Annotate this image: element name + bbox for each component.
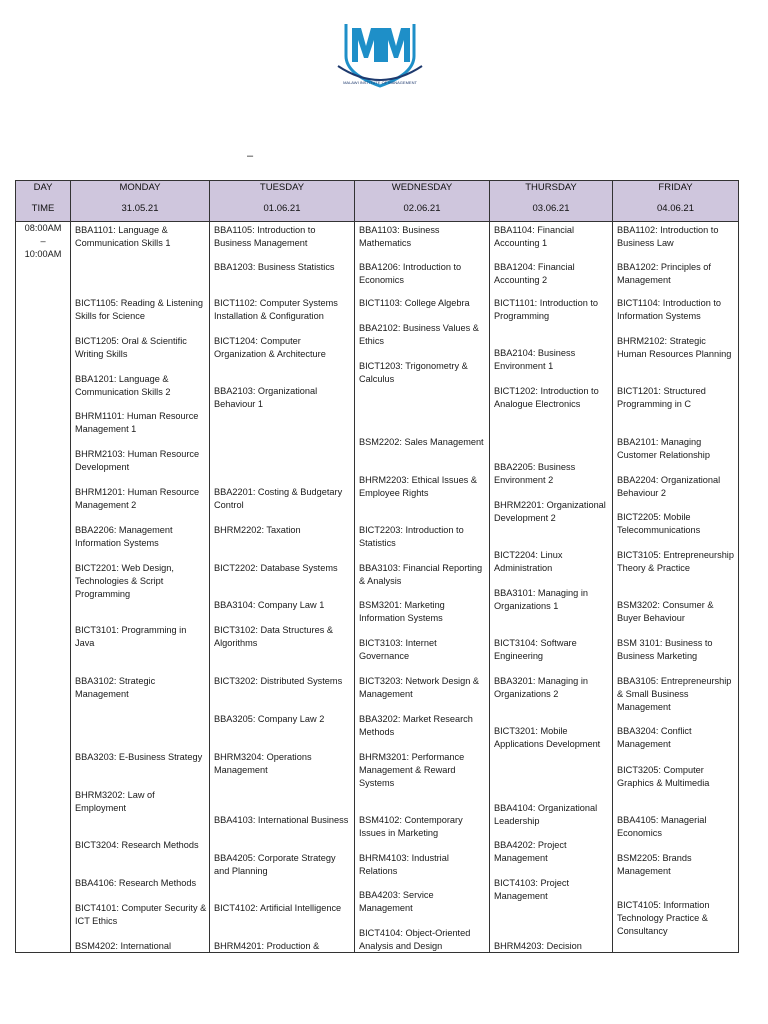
course-entry-bba4103: BBA4103: International Business	[214, 815, 349, 825]
course-entry-bict1205: BICT1205: Oral & Scientific Writing Skills	[75, 336, 187, 359]
course-entry-bba3103: BBA3103: Financial Reporting & Analysis	[359, 563, 483, 586]
course-entry-bict3101: BICT3101: Programming in Java	[75, 625, 187, 648]
course-entry-bhrm2202: BHRM2202: Taxation	[214, 525, 301, 535]
course-entry-bict3102: BICT3102: Data Structures & Algorithms	[214, 625, 333, 648]
course-entry-bba4205: BBA4205: Corporate Strategy and Planning	[214, 853, 336, 876]
course-entry-bhrm2102: BHRM2102: Strategic Human Resources Planning	[617, 336, 732, 359]
course-entry-bba1203: BBA1203: Business Statistics	[214, 262, 335, 272]
course-entry-bict3204: BICT3204: Research Methods	[75, 840, 199, 850]
tuesday-column	[210, 222, 354, 952]
course-entry-bhrm2103: BHRM2103: Human Resource Development	[75, 449, 200, 472]
course-entry-bba2201: BBA2201: Costing & Budgetary Control	[214, 487, 343, 510]
course-entry-bba3102: BBA3102: Strategic Management	[75, 676, 156, 699]
course-entry-bba3104: BBA3104: Company Law 1	[214, 600, 325, 610]
course-entry-bba4106: BBA4106: Research Methods	[75, 878, 197, 888]
course-entry-bba2104: BBA2104: Business Environment 1	[494, 348, 576, 371]
course-entry-bict4104: BICT4104: Object-Oriented Analysis and Design	[359, 928, 471, 951]
course-entry-bict1103: BICT1103: College Algebra	[359, 298, 470, 308]
course-entry-bba1204: BBA1204: Financial Accounting 2	[494, 262, 575, 285]
course-entry-bba1101: BBA1101: Language & Communication Skills 1	[75, 225, 171, 248]
course-entry-bhrm4203: BHRM4203: Decision	[494, 941, 582, 951]
course-entry-bict4101: BICT4101: Computer Security & ICT Ethics	[75, 903, 207, 926]
header-day-time	[16, 181, 71, 222]
course-entry-bict4105: BICT4105: Information Technology Practice & Consultancy	[617, 900, 710, 936]
course-entry-bba2103: BBA2103: Organizational Behaviour 1	[214, 386, 318, 409]
time-sep: –	[40, 235, 46, 246]
course-entry-bba3205: BBA3205: Company Law 2	[214, 714, 325, 724]
course-entry-bict3201: BICT3201: Mobile Applications Development	[494, 726, 601, 749]
course-entry-bict1101: BICT1101: Introduction to Programming	[494, 298, 599, 321]
wednesday-column	[355, 222, 489, 952]
logo-caption: MALAWI INSTITUTE OF MANAGEMENT	[343, 80, 417, 85]
course-entry-bict2205: BICT2205: Mobile Telecommunications	[617, 512, 701, 535]
time-label: TIME	[31, 203, 55, 214]
course-entry-bba2206: BBA2206: Management Information Systems	[75, 525, 173, 548]
course-entry-bba3201: BBA3201: Managing in Organizations 2	[494, 676, 588, 699]
course-entry-bba2204: BBA2204: Organizational Behaviour 2	[617, 475, 721, 498]
course-entry-bba1103: BBA1103: Business Mathematics	[359, 225, 440, 248]
course-entry-bsm3201: BSM3201: Marketing Information Systems	[359, 600, 445, 623]
course-entry-bict2204: BICT2204: Linux Administration	[494, 550, 563, 573]
course-entry-bsm3202: BSM3202: Consumer & Buyer Behaviour	[617, 600, 714, 623]
header-wednesday: WEDNESDAY 02.06.21	[355, 181, 490, 222]
course-entry-bba1201: BBA1201: Language & Communication Skills 2	[75, 374, 171, 397]
course-entry-bsm2205: BSM2205: Brands Management	[617, 853, 692, 876]
course-entry-bba3202: BBA3202: Market Research Methods	[359, 714, 473, 737]
monday-column	[71, 222, 209, 952]
course-entry-bsm4202: BSM4202: International	[75, 941, 172, 951]
time-end: 10:00AM	[24, 248, 62, 259]
course-entry-bba2102: BBA2102: Business Values & Ethics	[359, 323, 479, 346]
stray-dash: –	[247, 150, 254, 162]
friday-column	[613, 222, 738, 952]
course-entry-bba4203: BBA4203: Service Management	[359, 890, 434, 913]
course-entry-bba1104: BBA1104: Financial Accounting 1	[494, 225, 575, 248]
course-entry-bhrm3202: BHRM3202: Law of Employment	[75, 790, 155, 813]
course-entry-bba1206: BBA1206: Introduction to Economics	[359, 262, 462, 285]
course-entry-bba1105: BBA1105: Introduction to Business Management	[214, 225, 316, 248]
course-entry-bba4202: BBA4202: Project Management	[494, 840, 567, 863]
course-entry-bhrm1101: BHRM1101: Human Resource Management 1	[75, 411, 199, 434]
course-entry-bhrm2201: BHRM2201: Organizational Development 2	[494, 500, 606, 523]
course-entry-bba4105: BBA4105: Managerial Economics	[617, 815, 707, 838]
course-entry-bict1104: BICT1104: Introduction to Information Systems	[617, 298, 722, 321]
course-entry-bict3104: BICT3104: Software Engineering	[494, 638, 577, 661]
course-entry-bict3105: BICT3105: Entrepreneurship Theory & Practice	[617, 550, 734, 573]
thursday-column	[490, 222, 612, 952]
course-entry-bhrm3204: BHRM3204: Operations Management	[214, 752, 312, 775]
course-entry-bhrm3201: BHRM3201: Performance Management & Reward Systems	[359, 752, 465, 788]
header-thursday: THURSDAY 03.06.21	[490, 181, 613, 222]
course-entry-bict2203: BICT2203: Introduction to Statistics	[359, 525, 464, 548]
course-entry-bba3101: BBA3101: Managing in Organizations 1	[494, 588, 588, 611]
time-start: 08:00AM	[24, 223, 62, 233]
course-entry-bsm-3101: BSM 3101: Business to Business Marketing	[617, 638, 713, 661]
course-entry-bict1105: BICT1105: Reading & Listening Skills for Science	[75, 298, 204, 321]
course-entry-bict1202: BICT1202: Introduction to Analogue Electronics	[494, 386, 599, 409]
course-entry-bba4104: BBA4104: Organizational Leadership	[494, 803, 598, 826]
course-entry-bict4102: BICT4102: Artificial Intelligence	[214, 903, 342, 913]
course-entry-bict1204: BICT1204: Computer Organization & Architecture	[214, 336, 326, 359]
course-entry-bict3202: BICT3202: Distributed Systems	[214, 676, 343, 686]
course-entry-bhrm4103: BHRM4103: Industrial Relations	[359, 853, 449, 876]
timetable-header	[15, 180, 739, 222]
course-entry-bsm2202: BSM2202: Sales Management	[359, 437, 484, 447]
course-entry-bict1203: BICT1203: Trigonometry & Calculus	[359, 361, 468, 384]
course-entry-bict3203: BICT3203: Network Design & Management	[359, 676, 479, 699]
day-label: DAY	[33, 182, 53, 193]
header-tuesday: TUESDAY 01.06.21	[210, 181, 355, 222]
course-entry-bict1102: BICT1102: Computer Systems Installation & Configuration	[214, 298, 338, 321]
time-slot	[16, 222, 70, 260]
course-entry-bba3203: BBA3203: E-Business Strategy	[75, 752, 203, 762]
course-entry-bict3205: BICT3205: Computer Graphics & Multimedia	[617, 765, 710, 788]
course-entry-bhrm1201: BHRM1201: Human Resource Management 2	[75, 487, 200, 510]
course-entry-bict2202: BICT2202: Database Systems	[214, 563, 338, 573]
course-entry-bhrm4201: BHRM4201: Production &	[214, 941, 320, 951]
institute-logo	[334, 16, 426, 90]
course-entry-bba3105: BBA3105: Entrepreneurship & Small Business Management	[617, 676, 732, 712]
course-entry-bict2201: BICT2201: Web Design, Technologies & Script Programming	[75, 563, 174, 599]
header-friday: FRIDAY 04.06.21	[613, 181, 739, 222]
course-entry-bsm4102: BSM4102: Contemporary Issues in Marketing	[359, 815, 463, 838]
course-entry-bhrm2203: BHRM2203: Ethical Issues & Employee Rights	[359, 475, 477, 498]
course-entry-bict1201: BICT1201: Structured Programming in C	[617, 386, 706, 409]
course-entry-bba1202: BBA1202: Principles of Management	[617, 262, 711, 285]
course-entry-bba3204: BBA3204: Conflict Management	[617, 726, 692, 749]
course-entry-bict3103: BICT3103: Internet Governance	[359, 638, 437, 661]
course-entry-bba2205: BBA2205: Business Environment 2	[494, 462, 576, 485]
course-entry-bba1102: BBA1102: Introduction to Business Law	[617, 225, 719, 248]
header-monday: MONDAY 31.05.21	[71, 181, 210, 222]
course-entry-bba2101: BBA2101: Managing Customer Relationship	[617, 437, 710, 460]
course-entry-bict4103: BICT4103: Project Management	[494, 878, 570, 901]
timetable-body	[15, 222, 739, 953]
